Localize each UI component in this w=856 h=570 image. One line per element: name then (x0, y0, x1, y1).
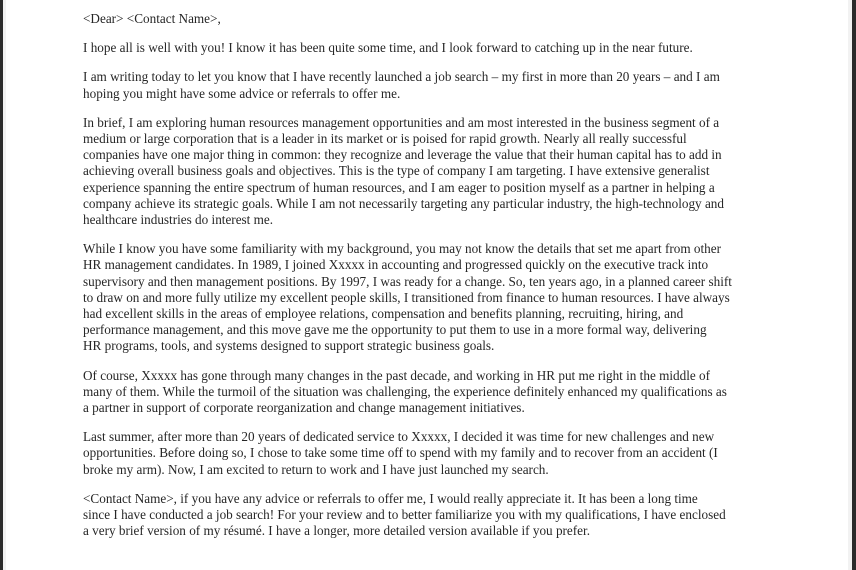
text-line: In brief, I am exploring human resources management opportunities and am most interested in the business segment of a (83, 114, 720, 130)
text-line: a very brief version of my résumé. I have a longer, more detailed version available if you prefer. (83, 523, 590, 539)
paragraph-background (83, 241, 773, 354)
text-line: to draw on and more fully utilize my excellent people skills, I transitioned from finance to human resources. I have always (83, 289, 730, 305)
text-line: hoping you might have some advice or referrals to offer me. (83, 85, 401, 101)
text-line: many of them. While the turmoil of the situation was challenging, the experience definitely enhanced my qualifications as (83, 383, 727, 399)
text-line: broke my arm). Now, I am excited to return to work and I have just launched my search. (83, 461, 549, 477)
letter-body (83, 11, 773, 552)
text-line: company achieve its strategic goals. While I am not necessarily targeting any particular industry, the high-technology and (83, 195, 724, 211)
text-line: supervisory and then management positions. By 1997, I was ready for a change. So, ten years ago, in a planned career shift (83, 273, 732, 289)
text-line: a partner in support of corporate reorganization and change management initiatives. (83, 400, 525, 416)
text-line: Last summer, after more than 20 years of dedicated service to Xxxxx, I decided it was time for new challenges and new (83, 429, 715, 445)
paragraph-recent (83, 429, 773, 478)
paragraph-request (83, 491, 773, 540)
text-line: since I have conducted a job search! For your review and to better familiarize you with my qualifications, I have enclosed (83, 507, 726, 523)
paragraph-purpose (83, 69, 773, 101)
text-line: HR management candidates. In 1989, I joined Xxxxx in accounting and progressed quickly on the executive track into (83, 257, 709, 273)
text-line: experience spanning the entire spectrum of human resources, and I am eager to position myself as a partner in helping a (83, 179, 715, 195)
salutation: <Dear> <Contact Name>, (83, 11, 221, 26)
text-line: had excellent skills in the areas of employee relations, compensation and benefits planning, recruiting, hiring, and (83, 306, 684, 322)
text-line: I am writing today to let you know that I have recently launched a job search – my first in more than 20 years – and I am (83, 69, 720, 85)
text-line: achieving overall business goals and objectives. This is the type of company I am targeting. I have extensive generalist (83, 163, 710, 179)
text-line: opportunities. Before doing so, I chose to take some time off to spend with my family and to recover from an accident (I (83, 445, 718, 461)
text-line: Of course, Xxxxx has gone through many changes in the past decade, and working in HR put me right in the middle of (83, 367, 710, 383)
document-page (3, 0, 852, 570)
text-line: HR programs, tools, and systems designed to support strategic business goals. (83, 338, 495, 354)
text-line: companies have one major thing in common: they recognize and leverage the value that their human capital has to add in (83, 147, 722, 163)
text-line: <Contact Name>, if you have any advice or referrals to offer me, I would really appreciate it. It has been a long time (83, 490, 698, 506)
text-line: healthcare industries do interest me. (83, 212, 274, 228)
text-line: I hope all is well with you! I know it has been quite some time, and I look forward to catching up in the near future. (83, 40, 693, 56)
text-line: While I know you have some familiarity with my background, you may not know the details that set me apart from other (83, 241, 721, 257)
paragraph-goals (83, 115, 773, 228)
paragraph-changes (83, 368, 773, 417)
text-line: performance management, and this move gave me the opportunity to put them to use in a more formal way, delivering (83, 322, 707, 338)
text-line: medium or large corporation that is a leader in its market or is poised for rapid growth. Nearly all really successful (83, 131, 687, 147)
paragraph-greeting (83, 40, 773, 56)
